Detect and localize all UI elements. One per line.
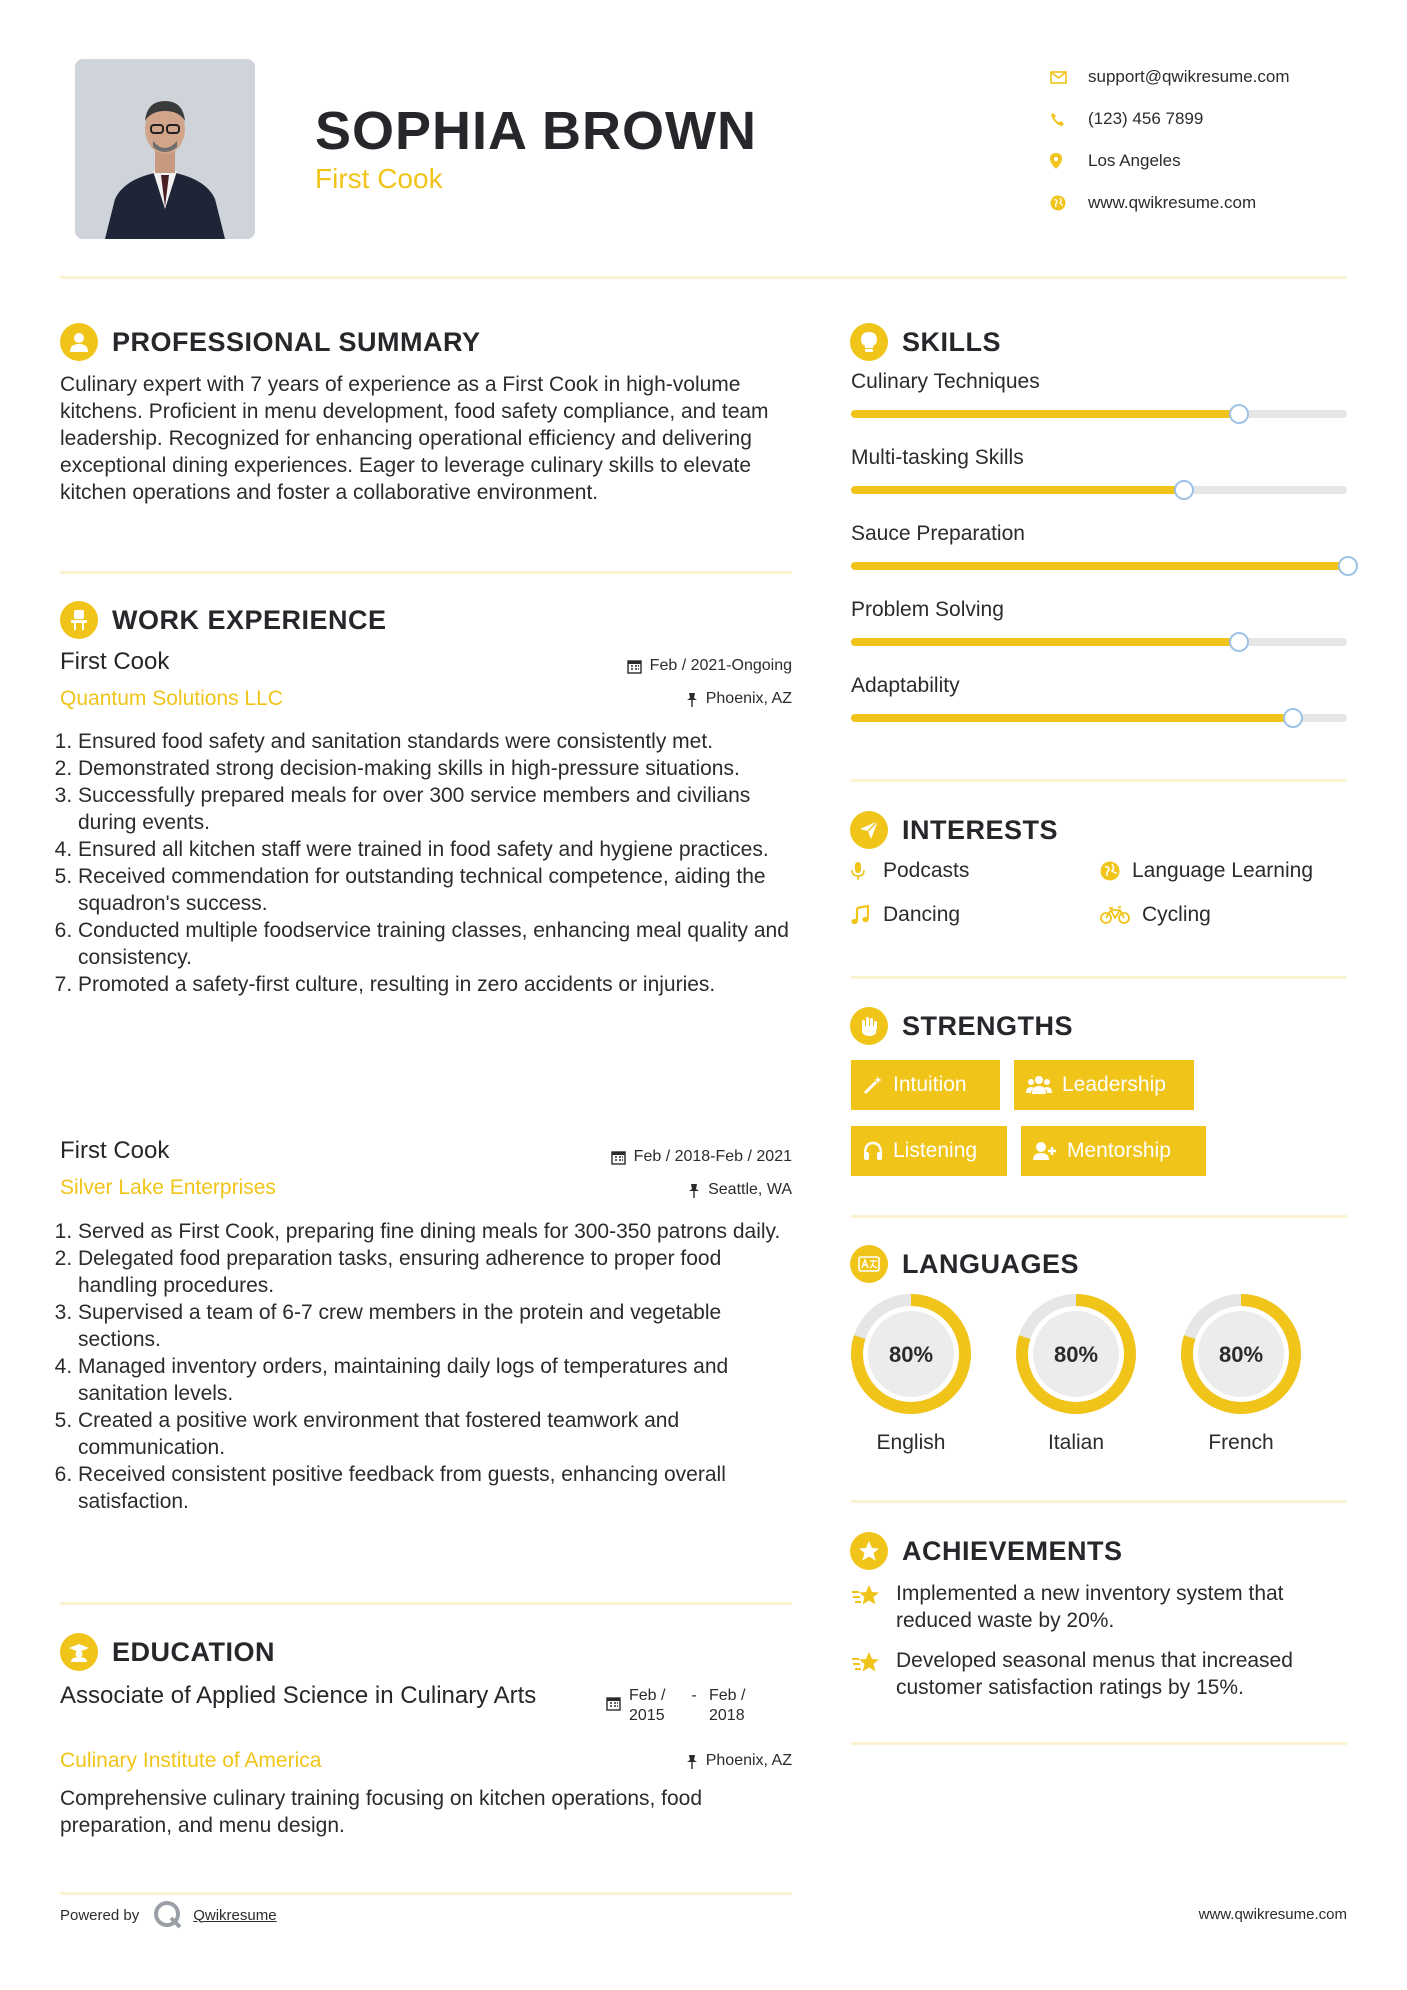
calendar-icon	[611, 1150, 626, 1165]
music-note-icon	[851, 905, 883, 925]
strength-tag-listening: Listening	[851, 1126, 1007, 1176]
list-item: 4. Ensured all kitchen staff were trained in food safety and hygiene practices.	[78, 836, 798, 863]
skill-label: Sauce Preparation	[851, 522, 1025, 545]
contact-website[interactable]	[1050, 182, 1370, 224]
experience-divider	[60, 1602, 792, 1605]
summary-text: Culinary expert with 7 years of experience as a First Cook in high-volume kitchens. Proficient in menu development, food safety compliance, and team leadership. Recognized for enhancing operational efficiency and delivering exceptional dining experiences. Eager to leverage culinary skills to elevate kitchen operations and foster a collaborative environment.	[60, 373, 769, 504]
skill-bar-knob	[1229, 632, 1249, 652]
job-1-location: Phoenix, AZ	[480, 690, 792, 708]
language-item	[1016, 1294, 1136, 1455]
globe-icon	[1050, 195, 1088, 211]
list-item: 4. Managed inventory orders, maintaining daily logs of temperatures and sanitation levels.	[78, 1353, 798, 1407]
skill-bar-fill	[851, 562, 1347, 570]
skill-bar	[851, 486, 1347, 494]
education-heading: EDUCATION	[60, 1633, 275, 1671]
job-1-company: Quantum Solutions LLC	[60, 687, 283, 710]
trophy-star-icon	[851, 1580, 896, 1634]
skill-label: Multi-tasking Skills	[851, 446, 1024, 469]
achievement-item-2: Developed seasonal menus that increased customer satisfaction ratings by 15%.	[851, 1647, 1347, 1701]
achievements-divider	[851, 1742, 1347, 1745]
skills-divider	[851, 779, 1347, 782]
contact-website-text: www.qwikresume.com	[1088, 193, 1257, 212]
skill-bar-fill	[851, 410, 1238, 418]
language-percent: 80%	[1053, 1342, 1099, 1367]
lightbulb-icon	[850, 323, 888, 361]
graduate-icon	[60, 1633, 98, 1671]
skill-bar-fill	[851, 714, 1292, 722]
magic-wand-icon	[863, 1075, 883, 1095]
strength-tag-leadership: Leadership	[1014, 1060, 1194, 1110]
achievements-heading: ACHIEVEMENTS	[850, 1532, 1123, 1570]
phone-icon	[1050, 112, 1088, 127]
hand-icon	[850, 1007, 888, 1045]
user-plus-icon	[1033, 1141, 1057, 1161]
bicycle-icon	[1100, 906, 1142, 924]
translate-icon	[850, 1245, 888, 1283]
profile-photo	[75, 59, 255, 239]
language-name: French	[1208, 1431, 1274, 1454]
language-ring	[851, 1294, 971, 1414]
list-item: 5. Received commendation for outstanding technical competence, aiding the squadron's success.	[78, 863, 798, 917]
calendar-icon	[627, 659, 642, 674]
list-item: 3. Supervised a team of 6-7 crew members in the protein and vegetable sections.	[78, 1299, 798, 1353]
footer-website[interactable]: www.qwikresume.com	[1198, 1906, 1347, 1923]
skills-heading: SKILLS	[850, 323, 1001, 361]
language-ring	[1016, 1294, 1136, 1414]
languages-heading: LANGUAGES	[850, 1245, 1079, 1283]
languages-list	[851, 1294, 1347, 1464]
list-item: 3. Successfully prepared meals for over 300 service members and civilians during events.	[78, 782, 798, 836]
strengths-heading: STRENGTHS	[850, 1007, 1073, 1045]
calendar-icon	[606, 1696, 621, 1711]
job-1-date: Feb / 2021-Ongoing	[480, 657, 792, 675]
list-item: 7. Promoted a safety-first culture, resulting in zero accidents or injuries.	[78, 971, 798, 998]
job-2-duties	[60, 1218, 798, 1515]
strength-tag-intuition: Intuition	[851, 1060, 1000, 1110]
job-2-company: Silver Lake Enterprises	[60, 1176, 276, 1199]
map-pin-icon	[1050, 153, 1088, 169]
job-2-date: Feb / 2018-Feb / 2021	[480, 1148, 792, 1166]
skill-bar-knob	[1338, 556, 1358, 576]
language-percent: 80%	[1218, 1342, 1264, 1367]
list-item: 6. Conducted multiple foodservice training classes, enhancing meal quality and consistency.	[78, 917, 798, 971]
contact-location	[1050, 140, 1370, 182]
skill-bar-fill	[851, 638, 1238, 646]
skill-item	[851, 598, 1347, 674]
skill-label: Culinary Techniques	[851, 370, 1040, 393]
interest-cycling: Cycling	[1100, 903, 1211, 927]
skill-bar-knob	[1229, 404, 1249, 424]
contact-email[interactable]	[1050, 56, 1370, 98]
strengths-divider	[851, 1215, 1347, 1218]
skill-label: Problem Solving	[851, 598, 1004, 621]
candidate-title: First Cook	[315, 163, 443, 194]
skill-item	[851, 674, 1347, 750]
experience-heading: WORK EXPERIENCE	[60, 601, 387, 639]
paper-plane-icon	[850, 811, 888, 849]
languages-divider	[851, 1500, 1347, 1503]
contact-email-text: support@qwikresume.com	[1088, 67, 1290, 86]
skill-bar	[851, 410, 1347, 418]
skill-item	[851, 370, 1347, 446]
footer-powered-by: Powered by Qwikresume	[60, 1900, 277, 1930]
contact-list	[1050, 56, 1370, 224]
language-item	[1181, 1294, 1301, 1455]
skill-item	[851, 446, 1347, 522]
education-location: Phoenix, AZ	[480, 1752, 792, 1770]
contact-phone-text: (123) 456 7899	[1088, 109, 1204, 128]
envelope-icon	[1050, 71, 1088, 84]
skill-bar	[851, 638, 1347, 646]
interests-divider	[851, 976, 1347, 979]
skill-bar-knob	[1174, 480, 1194, 500]
skill-item	[851, 522, 1347, 598]
list-item: 2. Delegated food preparation tasks, ensuring adherence to proper food handling procedures.	[78, 1245, 798, 1299]
job-2-role: First Cook	[60, 1137, 170, 1164]
summary-heading: PROFESSIONAL SUMMARY	[60, 323, 481, 361]
job-1-duties	[60, 728, 798, 998]
language-ring	[1181, 1294, 1301, 1414]
job-2-location: Seattle, WA	[480, 1181, 792, 1199]
education-description: Comprehensive culinary training focusing on kitchen operations, food preparation, and menu design.	[60, 1787, 703, 1837]
candidate-name: SOPHIA BROWN	[315, 101, 757, 161]
skill-bar-fill	[851, 486, 1183, 494]
user-icon	[60, 323, 98, 361]
language-name: Italian	[1047, 1431, 1105, 1454]
pushpin-icon	[686, 1754, 698, 1769]
list-item: 5. Created a positive work environment that fostered teamwork and communication.	[78, 1407, 798, 1461]
date-separator: -	[691, 1687, 697, 1704]
education-degree: Associate of Applied Science in Culinary Arts	[60, 1682, 537, 1709]
interest-language-learning: Language Learning	[1100, 859, 1313, 883]
education-school: Culinary Institute of America	[60, 1749, 322, 1772]
contact-phone[interactable]	[1050, 98, 1370, 140]
strength-tag-mentorship: Mentorship	[1021, 1126, 1206, 1176]
chair-icon	[60, 601, 98, 639]
education-dates	[606, 1686, 759, 1726]
skill-bar-knob	[1283, 708, 1303, 728]
skills-list	[851, 370, 1347, 750]
list-item: 2. Demonstrated strong decision-making skills in high-pressure situations.	[78, 755, 798, 782]
interest-dancing: Dancing	[851, 903, 960, 927]
skill-bar	[851, 714, 1347, 722]
trophy-star-icon	[851, 1647, 896, 1701]
star-icon	[850, 1532, 888, 1570]
list-item: 1. Served as First Cook, preparing fine dining meals for 300-350 patrons daily.	[78, 1218, 798, 1245]
language-name: English	[876, 1431, 946, 1454]
education-date-end: Feb / 2018	[709, 1687, 746, 1724]
microphone-icon	[851, 861, 883, 881]
list-item: 1. Ensured food safety and sanitation standards were consistently met.	[78, 728, 798, 755]
pushpin-icon	[688, 1183, 700, 1198]
interests-heading: INTERESTS	[850, 811, 1058, 849]
pushpin-icon	[686, 692, 698, 707]
skill-label: Adaptability	[851, 674, 960, 697]
list-item: 6. Received consistent positive feedback from guests, enhancing overall satisfaction.	[78, 1461, 798, 1515]
job-1-role: First Cook	[60, 648, 170, 675]
language-percent: 80%	[888, 1342, 934, 1367]
headphones-icon	[863, 1141, 883, 1161]
education-date-start: Feb / 2015	[629, 1687, 666, 1724]
footer-divider	[60, 1892, 792, 1895]
summary-divider	[60, 571, 792, 574]
header-divider	[60, 276, 1347, 279]
globe-icon	[1100, 861, 1132, 881]
language-item	[851, 1294, 971, 1455]
skill-bar	[851, 562, 1347, 570]
achievement-item-1: Implemented a new inventory system that reduced waste by 20%.	[851, 1580, 1347, 1634]
interest-podcasts: Podcasts	[851, 859, 969, 883]
qwikresume-link[interactable]: Qwikresume	[193, 1906, 277, 1924]
users-icon	[1026, 1075, 1052, 1095]
qwikresume-logo-icon	[153, 1900, 183, 1930]
contact-location-text: Los Angeles	[1088, 151, 1181, 170]
